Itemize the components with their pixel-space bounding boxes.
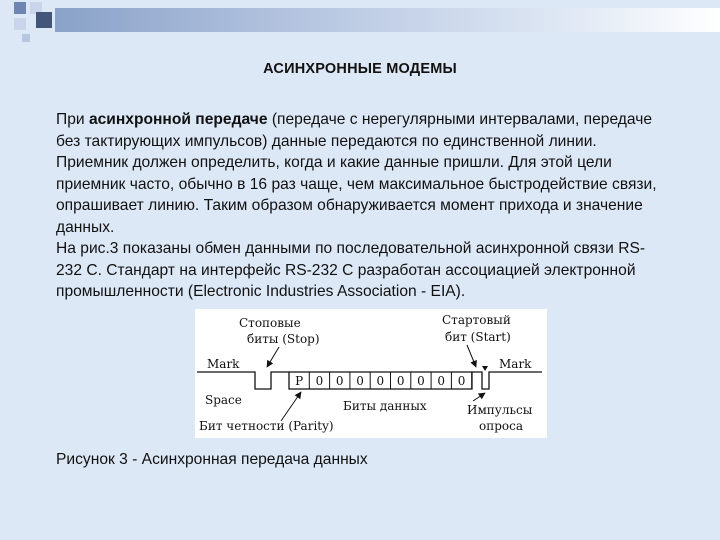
slide-title: АСИНХРОННЫЕ МОДЕМЫ	[263, 61, 457, 77]
bit-cells	[289, 372, 472, 389]
space-label: Space	[205, 393, 242, 407]
bit-value: P	[295, 374, 304, 388]
deco-square	[22, 34, 30, 42]
signal-waveform	[197, 372, 542, 389]
slide-body	[56, 109, 668, 303]
paragraph-bold-term: асинхронной передаче	[88, 111, 268, 128]
sampling-label-2: опроса	[479, 419, 524, 433]
sampling-label-1: Импульсы	[467, 403, 533, 417]
deco-square	[36, 12, 52, 28]
data-bits-label: Биты данных	[343, 399, 427, 413]
deco-square	[14, 2, 26, 14]
bit-value: 0	[457, 374, 466, 388]
bit-value: 0	[376, 374, 385, 388]
stop-bits-label-1: Стоповые	[239, 316, 301, 330]
stop-bits-label-2: биты (Stop)	[247, 332, 320, 346]
start-bit-label-1: Стартовый	[442, 313, 511, 327]
bit-value: 0	[335, 374, 344, 388]
paragraph-rest: (передаче с нерегулярными интервалами, передаче без тактирующих импульсов) данные передаются по единственной линии. Приемник должен определить, когда и какие данные пришли. Для этой цели приемник часто, обычно в 16 раз чаще, чем максимальное быстродействие связи, опрашивает линию. Таким образом обнаруживается момент прихода и значение данных.	[56, 111, 657, 236]
start-bit-label-2: бит (Start)	[445, 330, 511, 344]
timing-diagram	[195, 309, 547, 438]
paragraph-async	[56, 109, 668, 238]
header-band	[55, 8, 720, 32]
bit-value: 0	[437, 374, 446, 388]
deco-square	[14, 18, 26, 30]
bit-value: 0	[315, 374, 324, 388]
bit-value: 0	[417, 374, 425, 388]
mark-right-label: Mark	[499, 357, 532, 371]
parity-arrow	[281, 392, 301, 421]
sampling-marker	[482, 366, 488, 371]
bit-value: 0	[396, 374, 405, 388]
sampling-arrow	[473, 393, 485, 401]
start-bit-arrow	[467, 345, 476, 367]
figure-caption: Рисунок 3 - Асинхронная передача данных	[56, 451, 368, 468]
stop-bits-arrow	[267, 347, 279, 367]
parity-bit-label: Бит четности (Parity)	[199, 419, 334, 433]
mark-left-label: Mark	[207, 357, 240, 371]
async-transfer-figure	[195, 309, 547, 438]
paragraph-rs232: На рис.3 показаны обмен данными по последовательной асинхронной связи RS-232 C. Стандарт на интерфейс RS-232 C разработан ассоциацией электронной промышленности (Electronic Industries Association - EIA).	[56, 240, 646, 300]
paragraph-lead: При	[56, 111, 89, 128]
bit-value: 0	[356, 374, 364, 388]
